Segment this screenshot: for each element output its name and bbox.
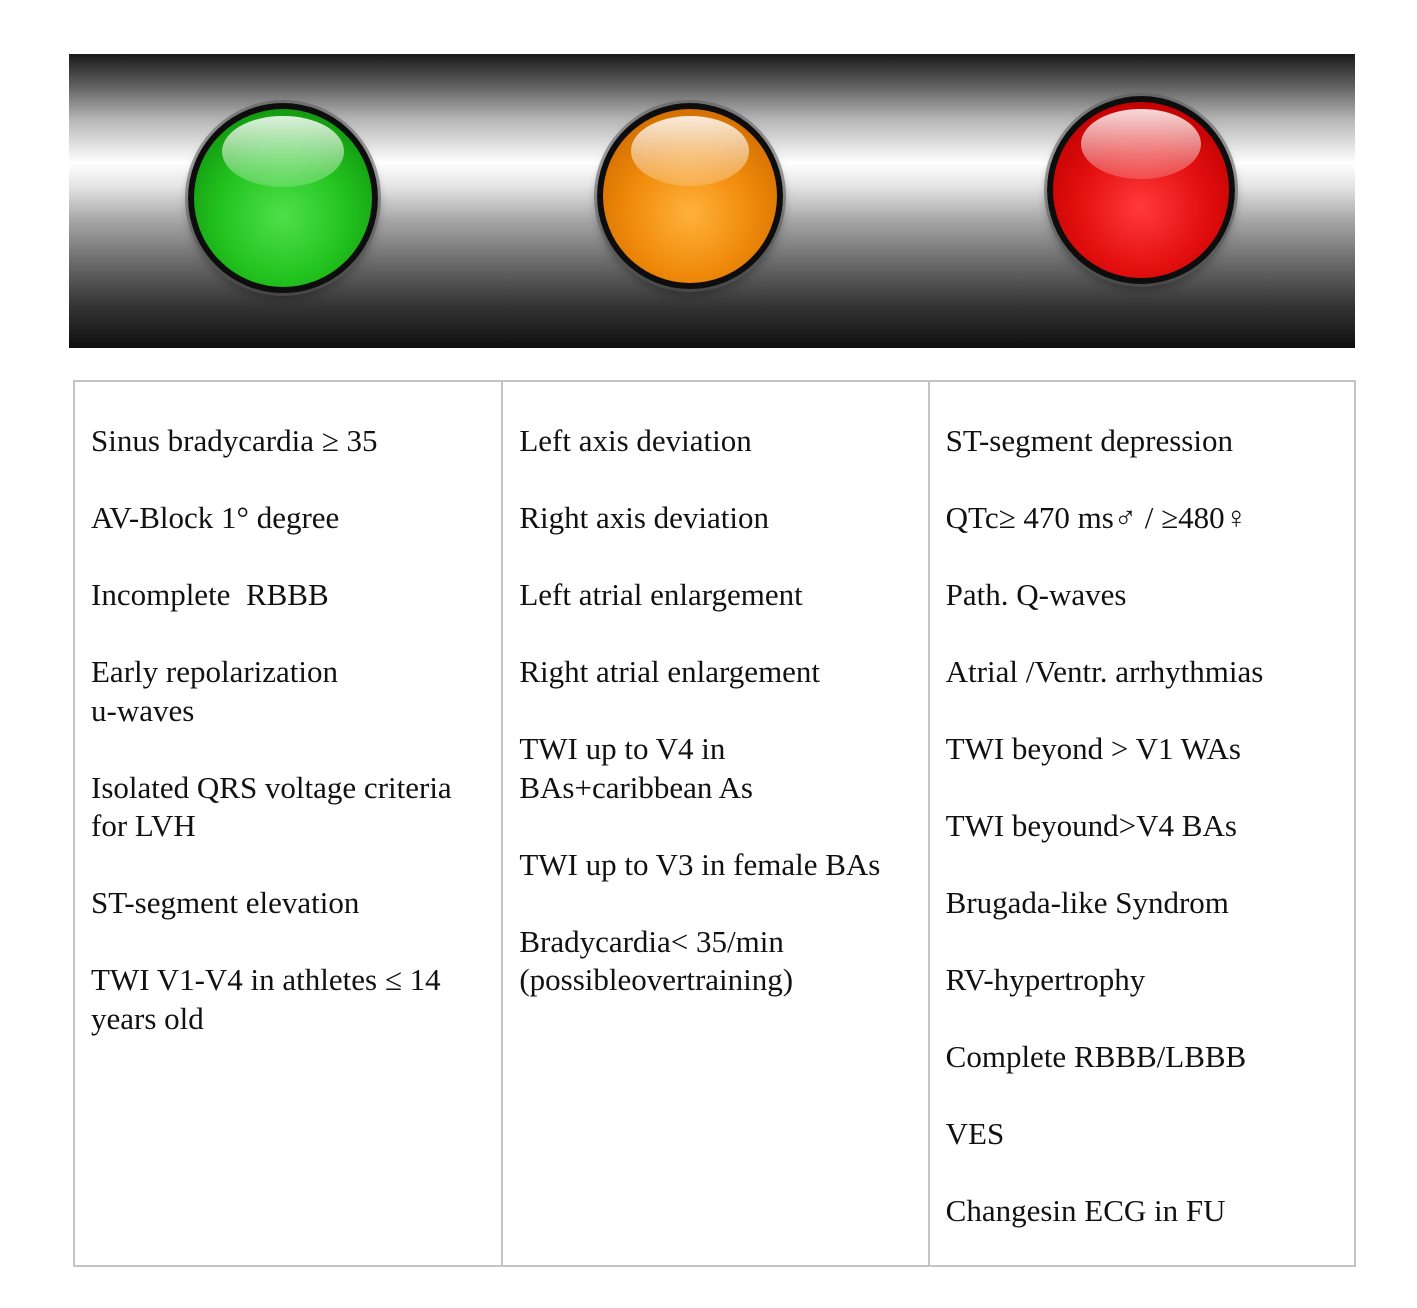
green-item: Early repolarization u-waves	[91, 654, 339, 728]
green-item: AV-Block 1° degree	[91, 500, 340, 535]
light-gloss	[631, 116, 749, 186]
light-gloss	[1081, 109, 1201, 179]
red-item: Changesin ECG in FU	[945, 1193, 1226, 1228]
traffic-light-banner	[69, 54, 1355, 348]
green-column	[75, 382, 501, 1265]
amber-item: Bradycardia< 35/min (possibleovertraining)	[519, 923, 794, 997]
red-item: Path. Q-waves	[945, 577, 1127, 612]
green-item: TWI V1-V4 in athletes ≤ 14 years old	[91, 962, 441, 1036]
red-column	[928, 382, 1354, 1265]
amber-light-icon	[597, 103, 783, 289]
red-item: Complete RBBB/LBBB	[945, 1039, 1247, 1074]
red-item: QTc≥ 470 ms♂ / ≥480♀	[945, 500, 1248, 535]
amber-item: Left axis deviation	[519, 423, 752, 458]
green-light-icon	[188, 103, 378, 293]
red-item: TWI beyond > V1 WAs	[945, 731, 1241, 766]
ecg-findings-table	[73, 380, 1356, 1267]
amber-item: TWI up to V4 in BAs+caribbean As	[519, 731, 753, 805]
red-item: RV-hypertrophy	[945, 962, 1146, 997]
red-item: TWI beyound>V4 BAs	[945, 808, 1237, 843]
amber-item: TWI up to V3 in female BAs	[519, 846, 881, 882]
light-gloss	[222, 116, 343, 187]
amber-item: Right axis deviation	[519, 500, 770, 535]
amber-column	[501, 382, 927, 1265]
amber-item: Right atrial enlargement	[519, 654, 821, 689]
red-item: Atrial /Ventr. arrhythmias	[945, 654, 1264, 689]
amber-item: Left atrial enlargement	[519, 577, 803, 612]
green-item: Sinus bradycardia ≥ 35	[91, 423, 378, 458]
red-item: VES	[945, 1116, 1005, 1151]
green-item: ST-segment elevation	[91, 885, 360, 920]
green-item: Incomplete RBBB	[91, 577, 329, 612]
red-light-icon	[1047, 96, 1235, 284]
green-item: Isolated QRS voltage criteria for LVH	[91, 769, 452, 843]
red-item: ST-segment depression	[945, 423, 1233, 458]
red-item: Brugada-like Syndrom	[945, 885, 1229, 920]
